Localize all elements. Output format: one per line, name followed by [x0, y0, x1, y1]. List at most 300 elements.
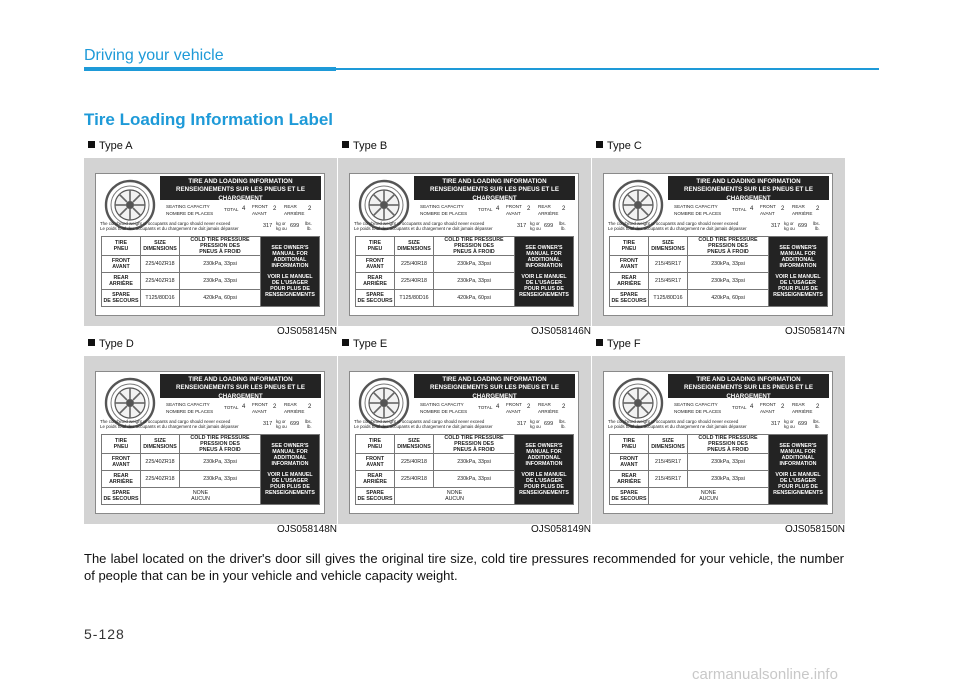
lb-unit: lb.: [561, 226, 566, 231]
lbs-unit: lbs.: [813, 221, 820, 226]
front-row-label: [102, 256, 141, 273]
section-rule-thin: [336, 68, 879, 70]
rear-size: 225/40R18: [395, 273, 434, 290]
tire-fr: PNEU: [113, 444, 129, 451]
spare-none-en: NONE: [700, 490, 717, 497]
seating-en: SEATING CAPACITY: [674, 204, 718, 209]
owner-en1: SEE OWNER'S: [779, 442, 817, 449]
front-size: 215/45R17: [649, 454, 688, 471]
tire-header: [610, 435, 649, 454]
label-photo-background: [84, 158, 337, 326]
owner-fr2: DE L'USAGER: [526, 478, 562, 485]
kg-unit: kg or: [530, 221, 540, 226]
owner-fr3: POUR PLUS DE: [270, 286, 310, 293]
kg-unit-fr: kg ou: [276, 424, 287, 429]
kg-value: 317: [263, 421, 273, 427]
weight-note: [608, 419, 828, 430]
spare-pressure: 420kPa, 60psi: [688, 290, 769, 307]
seating-capacity: [160, 202, 321, 219]
front-fr: AVANT: [252, 211, 267, 216]
spare-none-en: NONE: [446, 490, 463, 497]
owner-fr4: RENSEIGNEMENTS: [265, 490, 315, 497]
row-spare-fr: DE SECOURS: [357, 298, 393, 305]
label-title-fr: RENSEIGNEMENTS SUR LES PNEUS ET LE CHARGEMENT: [430, 384, 559, 400]
seating-en: SEATING CAPACITY: [166, 402, 210, 407]
watermark: carmanualsonline.info: [692, 666, 838, 683]
spare-row-label: [610, 488, 649, 505]
cold-fr2: PNEUS À FROID: [199, 447, 241, 454]
front-en: FRONT: [760, 204, 776, 209]
label-title: [160, 374, 321, 398]
seating-en: SEATING CAPACITY: [674, 402, 718, 407]
tire-en: TIRE: [368, 438, 382, 445]
front-value: 2: [781, 206, 785, 212]
kg-unit-fr: kg ou: [530, 226, 541, 231]
cold-fr2: PNEUS À FROID: [453, 249, 495, 256]
pressure-header: [688, 435, 769, 454]
label-title-en: TIRE AND LOADING INFORMATION: [188, 376, 293, 383]
owner-fr1: VOIR LE MANUEL: [267, 274, 313, 281]
tire-table: [609, 434, 828, 505]
size-fr: DIMENSIONS: [143, 246, 177, 253]
owner-en4: INFORMATION: [271, 461, 309, 468]
owner-fr2: DE L'USAGER: [272, 478, 308, 485]
tire-header: [610, 237, 649, 256]
note-fr: Le poids total des occupants et du chargement ne doit jamais dépasser: [608, 226, 747, 232]
tire-label: [95, 371, 325, 514]
size-header: [141, 435, 180, 454]
size-header: [395, 237, 434, 256]
kg-value: 317: [771, 223, 781, 229]
label-title-en: TIRE AND LOADING INFORMATION: [442, 376, 547, 383]
seating-fr: NOMBRE DE PLACES: [420, 211, 468, 216]
cold-en: COLD TIRE PRESSURE: [444, 435, 504, 441]
weight-note: [608, 221, 828, 232]
front-pressure: 230kPa, 33psi: [688, 256, 769, 273]
total-value: 4: [496, 206, 500, 212]
row-front-en: FRONT: [111, 258, 131, 265]
row-spare-en: SPARE: [366, 292, 384, 299]
owner-fr4: RENSEIGNEMENTS: [519, 292, 569, 299]
type-label: [342, 140, 387, 152]
row-rear-en: REAR: [621, 275, 637, 282]
row-front-fr: AVANT: [366, 462, 384, 469]
owner-en3: ADDITIONAL: [781, 256, 815, 263]
tire-table: [609, 236, 828, 307]
owner-en4: INFORMATION: [271, 263, 309, 270]
seating-en: SEATING CAPACITY: [420, 402, 464, 407]
front-en: FRONT: [506, 204, 522, 209]
type-label: [342, 338, 387, 350]
lbs-value: 699: [544, 421, 554, 427]
rear-fr: ARRIÈRE: [538, 211, 559, 216]
tire-en: TIRE: [114, 240, 128, 247]
kg-unit: kg or: [276, 419, 286, 424]
note-en: The combined weight of occupants and cargo should never exceed: [608, 419, 739, 424]
label-photo-background: [338, 158, 591, 326]
size-fr: DIMENSIONS: [143, 444, 177, 451]
label-title-fr: RENSEIGNEMENTS SUR LES PNEUS ET LE CHARGEMENT: [684, 384, 813, 400]
cold-fr2: PNEUS À FROID: [707, 447, 749, 454]
owners-manual-note: [769, 435, 828, 505]
front-row-label: [356, 454, 395, 471]
total-value: 4: [750, 206, 754, 212]
tire-fr: PNEU: [367, 444, 383, 451]
note-en: The combined weight of occupants and cargo should never exceed: [354, 419, 485, 424]
owner-en3: ADDITIONAL: [527, 454, 561, 461]
label-title: [668, 176, 829, 200]
rear-en: REAR: [792, 402, 805, 407]
spare-size: T125/80D16: [649, 290, 688, 307]
row-rear-fr: ARRIÈRE: [363, 281, 387, 288]
owner-en2: MANUAL FOR: [526, 250, 562, 257]
lbs-value: 699: [798, 421, 808, 427]
figure-code: OJS058147N: [784, 326, 845, 337]
spare-none-fr: AUCUN: [445, 496, 464, 503]
front-pressure: 230kPa, 33psi: [180, 256, 261, 273]
type-label: [88, 140, 133, 152]
note-en: The combined weight of occupants and cargo should never exceed: [608, 221, 739, 226]
lbs-value: 699: [544, 223, 554, 229]
lb-unit: lb.: [307, 226, 312, 231]
table-header-row: [610, 237, 828, 256]
spare-row-label: [102, 290, 141, 307]
label-title-fr: RENSEIGNEMENTS SUR LES PNEUS ET LE CHARGEMENT: [684, 186, 813, 202]
row-front-en: FRONT: [365, 258, 385, 265]
label-panel: [84, 338, 337, 536]
cold-fr1: PRESSION DES: [454, 243, 494, 250]
size-header: [649, 237, 688, 256]
tire-header: [102, 237, 141, 256]
rear-size: 215/45R17: [649, 471, 688, 488]
seating-fr: NOMBRE DE PLACES: [166, 409, 214, 414]
owner-fr4: RENSEIGNEMENTS: [265, 292, 315, 299]
owner-fr4: RENSEIGNEMENTS: [773, 490, 823, 497]
table-header-row: [102, 237, 320, 256]
rear-fr: ARRIÈRE: [538, 409, 559, 414]
lbs-unit: lbs.: [305, 419, 312, 424]
spare-pressure: 420kPa, 60psi: [180, 290, 261, 307]
note-en: The combined weight of occupants and cargo should never exceed: [100, 221, 231, 226]
rear-size: 225/40ZR18: [141, 471, 180, 488]
tire-label: [603, 371, 833, 514]
owner-en4: INFORMATION: [779, 461, 817, 468]
rear-pressure: 230kPa, 33psi: [688, 471, 769, 488]
kg-unit: kg or: [784, 221, 794, 226]
rear-value: 2: [308, 206, 312, 212]
owner-fr2: DE L'USAGER: [780, 478, 816, 485]
note-en: The combined weight of occupants and cargo should never exceed: [100, 419, 231, 424]
owner-en2: MANUAL FOR: [780, 448, 816, 455]
pressure-header: [688, 237, 769, 256]
row-spare-en: SPARE: [620, 490, 638, 497]
front-row-label: [102, 454, 141, 471]
front-size: 225/40R18: [395, 454, 434, 471]
cold-en: COLD TIRE PRESSURE: [190, 435, 250, 441]
row-rear-en: REAR: [367, 275, 383, 282]
tire-table: [101, 236, 320, 307]
rear-row-label: [102, 471, 141, 488]
front-en: FRONT: [252, 402, 268, 407]
front-value: 2: [527, 206, 531, 212]
label-panel: [338, 338, 591, 536]
note-fr: Le poids total des occupants et du chargement ne doit jamais dépasser: [100, 226, 239, 232]
spare-row-label: [102, 488, 141, 505]
rear-en: REAR: [284, 402, 297, 407]
type-name: Type F: [607, 338, 641, 350]
row-rear-en: REAR: [367, 473, 383, 480]
bullet-square-icon: [88, 141, 95, 148]
kg-value: 317: [771, 421, 781, 427]
spare-none-fr: AUCUN: [191, 496, 210, 503]
cold-en: COLD TIRE PRESSURE: [190, 237, 250, 243]
row-front-fr: AVANT: [620, 264, 638, 271]
figure-code: OJS058150N: [784, 524, 845, 535]
row-front-fr: AVANT: [366, 264, 384, 271]
kg-unit: kg or: [276, 221, 286, 226]
figure-code: OJS058145N: [276, 326, 337, 337]
tire-header: [356, 435, 395, 454]
label-panel: [338, 140, 591, 338]
tire-fr: PNEU: [367, 246, 383, 253]
owner-fr2: DE L'USAGER: [780, 280, 816, 287]
seating-capacity: [668, 202, 829, 219]
owners-manual-note: [515, 237, 574, 307]
tire-fr: PNEU: [621, 246, 637, 253]
row-rear-fr: ARRIÈRE: [109, 281, 133, 288]
front-row-label: [610, 256, 649, 273]
label-photo-background: [338, 356, 591, 524]
type-name: Type B: [353, 140, 388, 152]
note-fr: Le poids total des occupants et du chargement ne doit jamais dépasser: [608, 424, 747, 430]
lbs-value: 699: [290, 223, 300, 229]
size-en: SIZE: [662, 240, 674, 247]
label-panel: [84, 140, 337, 338]
rear-pressure: 230kPa, 33psi: [434, 471, 515, 488]
owner-fr1: VOIR LE MANUEL: [521, 274, 567, 281]
lbs-unit: lbs.: [813, 419, 820, 424]
owner-en2: MANUAL FOR: [272, 448, 308, 455]
type-name: Type E: [353, 338, 388, 350]
spare-none: [395, 488, 515, 505]
owner-en3: ADDITIONAL: [273, 454, 307, 461]
label-title: [414, 374, 575, 398]
tire-en: TIRE: [622, 438, 636, 445]
bullet-square-icon: [342, 141, 349, 148]
rear-pressure: 230kPa, 33psi: [180, 471, 261, 488]
label-photo-background: [592, 356, 845, 524]
rear-pressure: 230kPa, 33psi: [180, 273, 261, 290]
total-label: TOTAL: [732, 405, 747, 410]
tire-header: [356, 237, 395, 256]
front-size: 225/40ZR18: [141, 256, 180, 273]
row-front-fr: AVANT: [112, 462, 130, 469]
seating-fr: NOMBRE DE PLACES: [674, 211, 722, 216]
front-pressure: 230kPa, 33psi: [434, 454, 515, 471]
total-label: TOTAL: [224, 207, 239, 212]
row-spare-fr: DE SECOURS: [611, 496, 647, 503]
owner-fr3: POUR PLUS DE: [524, 286, 564, 293]
rear-fr: ARRIÈRE: [792, 409, 813, 414]
rear-size: 225/40ZR18: [141, 273, 180, 290]
bullet-square-icon: [342, 339, 349, 346]
owner-fr1: VOIR LE MANUEL: [521, 472, 567, 479]
tire-header: [102, 435, 141, 454]
rear-fr: ARRIÈRE: [284, 211, 305, 216]
row-spare-fr: DE SECOURS: [103, 298, 139, 305]
page-number: 5-128: [84, 626, 125, 642]
label-title-en: TIRE AND LOADING INFORMATION: [696, 178, 801, 185]
front-fr: AVANT: [506, 211, 521, 216]
seating-en: SEATING CAPACITY: [420, 204, 464, 209]
rear-value: 2: [562, 404, 566, 410]
row-spare-en: SPARE: [366, 490, 384, 497]
front-fr: AVANT: [760, 409, 775, 414]
total-label: TOTAL: [224, 405, 239, 410]
front-size: 225/40ZR18: [141, 454, 180, 471]
front-en: FRONT: [760, 402, 776, 407]
pressure-header: [434, 435, 515, 454]
label-panel: [592, 140, 845, 338]
row-spare-en: SPARE: [112, 292, 130, 299]
kg-unit-fr: kg ou: [784, 226, 795, 231]
pressure-header: [180, 435, 261, 454]
tire-en: TIRE: [114, 438, 128, 445]
lbs-unit: lbs.: [559, 221, 566, 226]
body-text: The label located on the driver's door sill gives the original tire size, cold tire pressures recommended for your vehicle, the number of people that can be in your vehicle and vehicle capacity weight.: [84, 551, 844, 583]
front-pressure: 230kPa, 33psi: [180, 454, 261, 471]
note-fr: Le poids total des occupants et du chargement ne doit jamais dépasser: [354, 424, 493, 430]
size-fr: DIMENSIONS: [651, 246, 685, 253]
seating-en: SEATING CAPACITY: [166, 204, 210, 209]
pressure-header: [434, 237, 515, 256]
figure-code: OJS058146N: [530, 326, 591, 337]
label-title-en: TIRE AND LOADING INFORMATION: [188, 178, 293, 185]
row-rear-fr: ARRIÈRE: [109, 479, 133, 486]
weight-note: [354, 221, 574, 232]
owner-fr1: VOIR LE MANUEL: [267, 472, 313, 479]
figure-code: OJS058148N: [276, 524, 337, 535]
total-label: TOTAL: [732, 207, 747, 212]
front-value: 2: [527, 404, 531, 410]
row-spare-en: SPARE: [620, 292, 638, 299]
owners-manual-note: [261, 435, 320, 505]
total-label: TOTAL: [478, 405, 493, 410]
row-front-fr: AVANT: [620, 462, 638, 469]
table-header-row: [102, 435, 320, 454]
pressure-header: [180, 237, 261, 256]
row-front-en: FRONT: [365, 456, 385, 463]
owner-en3: ADDITIONAL: [273, 256, 307, 263]
row-front-en: FRONT: [619, 258, 639, 265]
owner-fr4: RENSEIGNEMENTS: [773, 292, 823, 299]
label-photo-background: [84, 356, 337, 524]
size-en: SIZE: [408, 438, 420, 445]
front-size: 215/45R17: [649, 256, 688, 273]
label-title-en: TIRE AND LOADING INFORMATION: [696, 376, 801, 383]
rear-value: 2: [816, 206, 820, 212]
weight-note: [354, 419, 574, 430]
cold-fr1: PRESSION DES: [454, 441, 494, 448]
lb-unit: lb.: [307, 424, 312, 429]
type-label: [596, 338, 641, 350]
owner-en4: INFORMATION: [525, 263, 563, 270]
spare-row-label: [610, 290, 649, 307]
rear-fr: ARRIÈRE: [792, 211, 813, 216]
owner-en2: MANUAL FOR: [272, 250, 308, 257]
note-fr: Le poids total des occupants et du chargement ne doit jamais dépasser: [100, 424, 239, 430]
seating-capacity: [160, 400, 321, 417]
lb-unit: lb.: [815, 226, 820, 231]
rear-size: 225/40R18: [395, 471, 434, 488]
kg-unit: kg or: [784, 419, 794, 424]
front-en: FRONT: [252, 204, 268, 209]
owner-en1: SEE OWNER'S: [271, 442, 309, 449]
kg-unit: kg or: [530, 419, 540, 424]
owner-en2: MANUAL FOR: [526, 448, 562, 455]
rear-en: REAR: [284, 204, 297, 209]
owners-manual-note: [261, 237, 320, 307]
label-title-fr: RENSEIGNEMENTS SUR LES PNEUS ET LE CHARGEMENT: [430, 186, 559, 202]
size-fr: DIMENSIONS: [651, 444, 685, 451]
row-spare-fr: DE SECOURS: [103, 496, 139, 503]
owner-en1: SEE OWNER'S: [779, 244, 817, 251]
lbs-value: 699: [798, 223, 808, 229]
type-label: [596, 140, 642, 152]
rear-size: 215/45R17: [649, 273, 688, 290]
owner-fr3: POUR PLUS DE: [778, 286, 818, 293]
row-rear-fr: ARRIÈRE: [617, 281, 641, 288]
bullet-square-icon: [596, 141, 603, 148]
tire-table: [355, 236, 574, 307]
cold-en: COLD TIRE PRESSURE: [444, 237, 504, 243]
owners-manual-note: [515, 435, 574, 505]
label-title: [160, 176, 321, 200]
tire-label: [349, 173, 579, 316]
kg-unit-fr: kg ou: [276, 226, 287, 231]
lbs-unit: lbs.: [305, 221, 312, 226]
section-rule: [84, 67, 336, 71]
seating-capacity: [414, 400, 575, 417]
kg-value: 317: [517, 223, 527, 229]
owner-en1: SEE OWNER'S: [525, 442, 563, 449]
cold-fr1: PRESSION DES: [708, 441, 748, 448]
front-value: 2: [273, 206, 277, 212]
row-rear-fr: ARRIÈRE: [363, 479, 387, 486]
owner-fr3: POUR PLUS DE: [778, 484, 818, 491]
owner-fr2: DE L'USAGER: [272, 280, 308, 287]
kg-value: 317: [517, 421, 527, 427]
row-front-fr: AVANT: [112, 264, 130, 271]
row-spare-fr: DE SECOURS: [357, 496, 393, 503]
size-en: SIZE: [662, 438, 674, 445]
rear-row-label: [610, 471, 649, 488]
front-row-label: [610, 454, 649, 471]
kg-unit-fr: kg ou: [530, 424, 541, 429]
table-header-row: [610, 435, 828, 454]
spare-none-en: NONE: [192, 490, 209, 497]
tire-label: [603, 173, 833, 316]
front-fr: AVANT: [760, 211, 775, 216]
size-en: SIZE: [154, 240, 166, 247]
size-en: SIZE: [154, 438, 166, 445]
cold-fr1: PRESSION DES: [200, 441, 240, 448]
owner-fr1: VOIR LE MANUEL: [775, 274, 821, 281]
owner-en4: INFORMATION: [779, 263, 817, 270]
note-en: The combined weight of occupants and cargo should never exceed: [354, 221, 485, 226]
owner-en3: ADDITIONAL: [781, 454, 815, 461]
owner-en1: SEE OWNER'S: [271, 244, 309, 251]
